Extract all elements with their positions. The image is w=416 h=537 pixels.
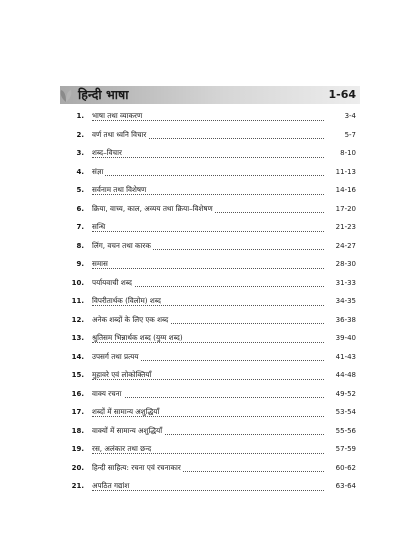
- toc-number: 15.: [71, 371, 84, 379]
- toc-number: 21.: [71, 482, 84, 490]
- dotted-leader: [92, 397, 324, 398]
- toc-title: विपरीतार्थक (विलोम) शब्द: [92, 296, 161, 305]
- toc-pages: 17-20: [335, 204, 356, 213]
- toc-title: शब्दों में सामान्य अशुद्धियाँ: [92, 407, 160, 416]
- toc-row: [0, 329, 416, 348]
- toc-number: 17.: [71, 408, 84, 416]
- toc-row: [0, 163, 416, 182]
- section-page-range: 1-64: [328, 88, 356, 101]
- toc-pages: 41-43: [335, 352, 356, 361]
- toc-row: [0, 200, 416, 219]
- toc-pages: 63-64: [335, 482, 356, 490]
- toc-title: शब्द–विचार: [92, 148, 122, 157]
- toc-row: [0, 477, 416, 496]
- toc-pages: 60-62: [335, 463, 356, 472]
- dotted-leader: [92, 268, 324, 269]
- toc-row: [0, 311, 416, 330]
- toc-number: 12.: [71, 315, 84, 324]
- toc-number: 8.: [76, 241, 84, 250]
- toc-pages: 5-7: [344, 130, 356, 139]
- toc-title: हिन्दी साहित्य: रचना एवं रचनाकार: [92, 462, 181, 472]
- toc-row: [0, 107, 416, 126]
- toc-title: अनेक शब्दों के लिए एक शब्द: [92, 314, 169, 324]
- toc-row: [0, 237, 416, 256]
- toc-pages: 34-35: [335, 297, 356, 305]
- toc-number: 16.: [71, 389, 84, 398]
- toc-number: 3.: [76, 149, 84, 157]
- toc-row: [0, 274, 416, 293]
- toc-row: [0, 292, 416, 311]
- toc-title: अपठित गद्यांश: [92, 481, 130, 490]
- dotted-leader: [92, 175, 324, 176]
- toc-number: 2.: [76, 130, 84, 139]
- toc-pages: 36-38: [335, 315, 356, 324]
- toc-number: 7.: [76, 223, 84, 231]
- toc-title: वर्ण तथा ध्वनि विचार: [92, 129, 147, 139]
- toc-number: 13.: [71, 334, 84, 342]
- toc-pages: 3-4: [344, 112, 356, 120]
- toc-row: [0, 255, 416, 274]
- toc-pages: 49-52: [335, 389, 356, 398]
- toc-number: 14.: [71, 352, 84, 361]
- toc-title: श्रुतिसम भिन्नार्थक शब्द (युग्म शब्द): [92, 333, 183, 342]
- leaf-icon: [58, 88, 74, 104]
- toc-row: [0, 422, 416, 441]
- toc-title: संज्ञा: [92, 166, 104, 176]
- toc-pages: 28-30: [335, 260, 356, 268]
- toc-number: 19.: [71, 445, 84, 453]
- toc-row: [0, 459, 416, 478]
- toc-title: रस, अलंकार तथा छन्द: [92, 444, 152, 453]
- toc-number: 10.: [71, 278, 84, 287]
- toc-title: मुहावरे एवं लोकोक्तियाँ: [92, 370, 152, 379]
- toc-pages: 57-59: [335, 445, 356, 453]
- toc-number: 11.: [71, 297, 84, 305]
- toc-row: [0, 403, 416, 422]
- toc-pages: 31-33: [335, 278, 356, 287]
- toc-pages: 24-27: [335, 241, 356, 250]
- toc-pages: 44-48: [335, 371, 356, 379]
- toc-title: उपसर्ग तथा प्रत्यय: [92, 351, 139, 361]
- toc-row: [0, 126, 416, 145]
- toc-title: वाक्य रचना: [92, 388, 122, 398]
- table-of-contents: [0, 107, 416, 496]
- section-title: हिन्दी भाषा: [78, 87, 129, 102]
- toc-number: 5.: [76, 186, 84, 194]
- toc-row: [0, 366, 416, 385]
- toc-title: सर्वनाम तथा विशेषण: [92, 185, 147, 194]
- toc-row: [0, 348, 416, 367]
- toc-pages: 8-10: [340, 149, 356, 157]
- toc-number: 6.: [76, 204, 84, 213]
- dotted-leader: [92, 157, 324, 158]
- toc-number: 4.: [76, 167, 84, 176]
- toc-title: वाक्यों में सामान्य अशुद्धियाँ: [92, 425, 163, 435]
- toc-number: 9.: [76, 260, 84, 268]
- toc-row: [0, 440, 416, 459]
- toc-row: [0, 144, 416, 163]
- toc-pages: 21-23: [335, 223, 356, 231]
- toc-row: [0, 218, 416, 237]
- toc-title: भाषा तथा व्याकरण: [92, 111, 143, 120]
- toc-row: [0, 385, 416, 404]
- toc-pages: 39-40: [335, 334, 356, 342]
- toc-row: [0, 181, 416, 200]
- toc-pages: 11-13: [335, 167, 356, 176]
- toc-title: सन्धि: [92, 222, 106, 231]
- toc-pages: 55-56: [335, 426, 356, 435]
- toc-title: पर्यायवाची शब्द: [92, 277, 132, 287]
- toc-title: समास: [92, 259, 108, 268]
- toc-title: लिंग, वचन तथा कारक: [92, 240, 151, 250]
- toc-pages: 14-16: [335, 186, 356, 194]
- dotted-leader: [92, 231, 324, 232]
- toc-number: 20.: [71, 463, 84, 472]
- toc-pages: 53-54: [335, 408, 356, 416]
- toc-title: क्रिया, वाच्य, काल, अव्यय तथा क्रिया–विशेषण: [92, 203, 213, 213]
- toc-number: 1.: [76, 112, 84, 120]
- toc-number: 18.: [71, 426, 84, 435]
